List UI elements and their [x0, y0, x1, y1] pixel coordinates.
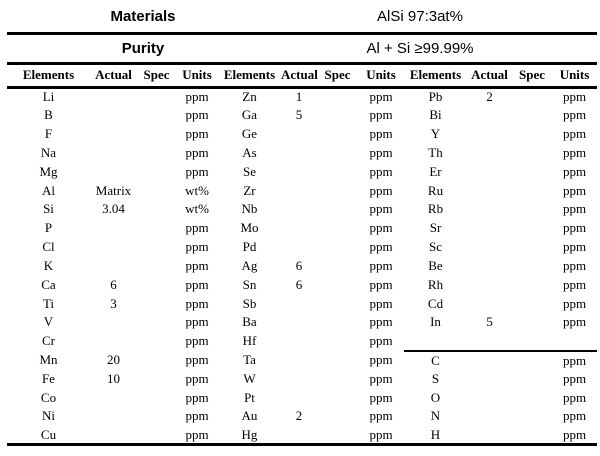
spec-cell: [137, 332, 176, 351]
spec-cell: [317, 106, 358, 125]
element-cell: Al: [42, 182, 55, 198]
spec-cell: [317, 219, 358, 238]
units-cell: ppm: [185, 370, 209, 386]
actual-cell: [90, 313, 137, 332]
element-cell: Rh: [427, 276, 444, 292]
units-cell: [552, 332, 597, 351]
actual-cell: 6: [110, 276, 117, 292]
spec-cell: [317, 162, 358, 181]
actual-cell: [467, 332, 512, 351]
actual-cell: 3.04: [102, 201, 125, 217]
units-cell: ppm: [562, 239, 587, 255]
actual-cell: [90, 162, 137, 181]
spec-cell: [137, 388, 176, 407]
table-row: [7, 106, 597, 125]
spec-cell: [317, 369, 358, 388]
table-row: [7, 162, 597, 181]
actual-cell: [467, 407, 512, 426]
actual-cell: [467, 256, 512, 275]
units-cell: ppm: [562, 182, 587, 198]
units-cell: ppm: [185, 426, 209, 442]
actual-cell: [467, 238, 512, 257]
actual-cell: [281, 219, 317, 238]
actual-cell: [281, 369, 317, 388]
units-cell: ppm: [185, 333, 209, 349]
element-cell: [404, 332, 467, 351]
actual-cell: [467, 181, 512, 200]
purity-value: Al + Si ≥99.99%: [366, 40, 474, 57]
units-cell: ppm: [562, 314, 587, 330]
element-cell: Mo: [240, 220, 259, 236]
purity-row: [7, 35, 597, 65]
actual-cell: [281, 332, 317, 351]
table-row: [7, 369, 597, 388]
table-row: [7, 256, 597, 275]
elements-header: Elements: [7, 65, 90, 87]
element-cell: F: [44, 126, 53, 142]
element-cell: Cd: [427, 295, 444, 311]
actual-header: Actual: [467, 65, 512, 87]
spec-cell: [512, 332, 552, 351]
actual-cell: 6: [295, 257, 303, 273]
spec-cell: [512, 162, 552, 181]
spec-cell: [137, 219, 176, 238]
units-cell: ppm: [562, 220, 587, 236]
actual-cell: [467, 294, 512, 313]
spec-cell: [137, 87, 176, 106]
spec-cell: [317, 87, 358, 106]
actual-cell: 3: [110, 295, 117, 311]
spec-cell: [137, 313, 176, 332]
table-row: [7, 426, 597, 445]
actual-cell: [90, 332, 137, 351]
table-row: [7, 407, 597, 426]
materials-label: Materials: [110, 7, 176, 25]
spec-cell: [317, 426, 358, 445]
spec-cell: [317, 313, 358, 332]
units-cell: ppm: [185, 314, 209, 330]
element-cell: V: [43, 314, 54, 330]
actual-cell: [467, 200, 512, 219]
units-cell: ppm: [369, 370, 393, 386]
units-cell: ppm: [552, 351, 597, 370]
element-cell: Sc: [429, 239, 442, 255]
spec-cell: [512, 369, 552, 388]
actual-cell: [467, 275, 512, 294]
spec-cell: [317, 238, 358, 257]
spec-cell: [317, 388, 358, 407]
spec-cell: [512, 351, 552, 370]
element-cell: Ti: [42, 295, 55, 311]
actual-cell: [90, 106, 137, 125]
actual-cell: [281, 162, 317, 181]
element-cell: Y: [430, 126, 441, 142]
actual-cell: [281, 238, 317, 257]
units-cell: ppm: [562, 370, 587, 386]
units-cell: ppm: [369, 426, 393, 442]
units-cell: ppm: [562, 257, 587, 273]
spec-cell: [137, 200, 176, 219]
spec-cell: [317, 275, 358, 294]
units-cell: ppm: [369, 163, 393, 179]
element-cell: Au: [241, 408, 258, 424]
units-cell: ppm: [369, 107, 393, 123]
actual-cell: [281, 313, 317, 332]
spec-cell: [317, 256, 358, 275]
actual-cell: [281, 294, 317, 313]
element-cell: Mn: [39, 352, 58, 367]
spec-header: Spec: [137, 65, 176, 87]
table-row: [7, 181, 597, 200]
element-cell: Ag: [241, 257, 258, 273]
element-cell: Hg: [241, 426, 258, 442]
actual-cell: [467, 162, 512, 181]
spec-cell: [317, 294, 358, 313]
spec-cell: [137, 143, 176, 162]
spec-cell: [317, 181, 358, 200]
units-cell: ppm: [369, 182, 393, 198]
units-cell: ppm: [562, 163, 587, 179]
actual-cell: [90, 388, 137, 407]
actual-cell: [281, 388, 317, 407]
spec-cell: [137, 275, 176, 294]
actual-cell: [281, 351, 317, 370]
element-cell: H: [430, 426, 441, 442]
element-cell: N: [430, 408, 441, 424]
units-cell: ppm: [185, 257, 209, 273]
spec-cell: [512, 87, 552, 106]
actual-header: Actual: [90, 65, 137, 87]
units-cell: ppm: [562, 144, 587, 160]
spec-cell: [137, 162, 176, 181]
spec-cell: [512, 407, 552, 426]
actual-cell: [281, 143, 317, 162]
element-cell: Pd: [242, 239, 257, 255]
units-cell: ppm: [562, 89, 587, 105]
elements-table: [7, 65, 597, 446]
actual-cell: [90, 407, 137, 426]
element-cell: Co: [40, 389, 57, 405]
table-row: [7, 351, 597, 370]
units-cell: ppm: [562, 276, 587, 292]
element-cell: Er: [429, 163, 442, 179]
spec-cell: [137, 294, 176, 313]
element-cell: Be: [428, 257, 443, 273]
units-cell: ppm: [369, 276, 393, 292]
element-cell: Sb: [242, 295, 257, 311]
element-cell: As: [242, 144, 257, 160]
spec-cell: [512, 256, 552, 275]
element-cell: Ge: [241, 126, 258, 142]
table-row: [7, 219, 597, 238]
spec-cell: [137, 181, 176, 200]
element-cell: Pt: [244, 389, 255, 405]
units-cell: ppm: [369, 295, 393, 311]
element-cell: Ru: [427, 182, 444, 198]
spec-cell: [512, 426, 552, 445]
units-cell: ppm: [185, 276, 209, 292]
element-cell: Zr: [243, 182, 256, 198]
actual-cell: [90, 256, 137, 275]
units-cell: ppm: [369, 257, 393, 273]
actual-cell: [90, 87, 137, 106]
actual-cell: [467, 106, 512, 125]
units-cell: ppm: [369, 126, 393, 142]
spec-header: Spec: [512, 65, 552, 87]
units-cell: ppm: [185, 144, 209, 160]
spec-cell: [137, 426, 176, 445]
spec-cell: [317, 332, 358, 351]
element-cell: Th: [428, 144, 443, 160]
element-cell: Ca: [41, 276, 56, 292]
units-header: Units: [176, 65, 218, 87]
units-cell: ppm: [185, 107, 209, 123]
spec-cell: [137, 256, 176, 275]
units-cell: ppm: [185, 408, 209, 424]
element-cell: Cl: [42, 239, 55, 255]
table-row: [7, 200, 597, 219]
spec-cell: [512, 388, 552, 407]
spec-cell: [512, 275, 552, 294]
units-cell: ppm: [369, 144, 393, 160]
actual-cell: 5: [486, 314, 493, 330]
actual-cell: [467, 369, 512, 388]
element-cell: S: [431, 370, 440, 386]
units-cell: ppm: [562, 126, 587, 142]
units-cell: ppm: [562, 295, 587, 311]
spec-cell: [512, 125, 552, 144]
units-cell: ppm: [562, 107, 587, 123]
element-cell: Na: [40, 144, 57, 160]
element-cell: Sn: [242, 276, 257, 292]
materials-purity-sheet: [7, 0, 597, 446]
actual-cell: [281, 200, 317, 219]
units-cell: wt%: [185, 182, 209, 198]
element-cell: Ga: [241, 107, 258, 123]
units-cell: ppm: [185, 389, 209, 405]
element-cell: O: [430, 389, 441, 405]
table-row: [7, 87, 597, 106]
actual-cell: 10: [107, 370, 120, 386]
element-cell: Rb: [427, 201, 444, 217]
units-cell: ppm: [369, 314, 393, 330]
actual-header: Actual: [281, 65, 317, 87]
spec-cell: [512, 219, 552, 238]
element-cell: Sr: [429, 220, 442, 236]
spec-cell: [137, 238, 176, 257]
element-cell: Li: [42, 89, 55, 105]
units-cell: ppm: [185, 163, 209, 179]
element-cell: Fe: [42, 370, 55, 386]
element-cell: B: [44, 107, 53, 123]
units-cell: ppm: [369, 408, 393, 424]
table-row: [7, 125, 597, 144]
units-cell: ppm: [562, 426, 587, 442]
spec-cell: [317, 407, 358, 426]
spec-cell: [317, 200, 358, 219]
spec-cell: [317, 143, 358, 162]
units-cell: ppm: [562, 408, 587, 424]
units-cell: ppm: [369, 333, 393, 349]
element-cell: Cr: [42, 333, 55, 349]
units-cell: ppm: [185, 220, 209, 236]
actual-cell: 20: [107, 352, 120, 367]
element-cell: C: [404, 351, 467, 370]
actual-cell: 2: [295, 408, 303, 424]
spec-cell: [512, 181, 552, 200]
actual-cell: [467, 388, 512, 407]
element-cell: Ta: [243, 352, 256, 367]
spec-cell: [512, 200, 552, 219]
units-cell: ppm: [185, 89, 209, 105]
element-cell: Ba: [242, 314, 257, 330]
table-row: [7, 313, 597, 332]
element-cell: In: [430, 314, 441, 330]
element-cell: Bi: [429, 107, 442, 123]
table-row: [7, 332, 597, 351]
element-cell: Zn: [242, 89, 257, 105]
units-cell: ppm: [369, 220, 393, 236]
element-cell: Pb: [428, 89, 443, 105]
actual-cell: [467, 125, 512, 144]
actual-cell: [90, 143, 137, 162]
spec-cell: [512, 294, 552, 313]
units-cell: ppm: [369, 89, 393, 105]
spec-cell: [137, 407, 176, 426]
spec-cell: [512, 106, 552, 125]
elements-header: Elements: [218, 65, 281, 87]
actual-cell: [467, 426, 512, 445]
table-row: [7, 294, 597, 313]
spec-cell: [137, 125, 176, 144]
actual-cell: 2: [486, 89, 493, 105]
column-header-row: [7, 65, 597, 87]
units-cell: ppm: [185, 239, 209, 255]
spec-cell: [137, 369, 176, 388]
units-cell: ppm: [185, 295, 209, 311]
spec-cell: [137, 351, 176, 370]
spec-cell: [512, 143, 552, 162]
units-cell: ppm: [562, 389, 587, 405]
element-cell: Hf: [242, 333, 257, 349]
actual-cell: [281, 125, 317, 144]
table-row: [7, 388, 597, 407]
spec-cell: [137, 106, 176, 125]
actual-cell: 1: [295, 89, 303, 105]
actual-cell: [467, 143, 512, 162]
elements-header: Elements: [404, 65, 467, 87]
actual-cell: [90, 426, 137, 445]
actual-cell: 6: [295, 276, 303, 292]
element-cell: Si: [43, 201, 54, 217]
element-cell: P: [44, 220, 53, 236]
actual-cell: 5: [295, 107, 303, 123]
materials-value: AlSi 97:3at%: [377, 7, 463, 25]
element-cell: Cu: [40, 426, 57, 442]
actual-cell: [90, 238, 137, 257]
units-cell: wt%: [185, 201, 209, 217]
element-cell: Ni: [42, 408, 55, 424]
units-cell: ppm: [562, 201, 587, 217]
units-cell: ppm: [369, 239, 393, 255]
element-cell: Nb: [241, 201, 258, 217]
units-cell: ppm: [369, 201, 393, 217]
spec-cell: [317, 351, 358, 370]
purity-label: Purity: [121, 40, 165, 57]
element-cell: W: [243, 370, 256, 386]
units-header: Units: [358, 65, 404, 87]
spec-cell: [317, 125, 358, 144]
actual-cell: Matrix: [95, 182, 132, 198]
elements-table-body: [7, 87, 597, 445]
element-cell: Mg: [39, 163, 58, 179]
actual-cell: [90, 125, 137, 144]
actual-cell: [281, 426, 317, 445]
units-cell: ppm: [185, 352, 209, 367]
actual-cell: [281, 181, 317, 200]
units-cell: ppm: [185, 126, 209, 142]
element-cell: K: [43, 257, 54, 273]
spec-header: Spec: [317, 65, 358, 87]
table-row: [7, 275, 597, 294]
units-cell: ppm: [369, 389, 393, 405]
materials-row: [7, 0, 597, 35]
units-cell: ppm: [369, 352, 393, 367]
table-row: [7, 238, 597, 257]
table-row: [7, 143, 597, 162]
spec-cell: [512, 313, 552, 332]
actual-cell: [90, 219, 137, 238]
element-cell: Se: [243, 163, 256, 179]
actual-cell: [467, 219, 512, 238]
units-header: Units: [552, 65, 597, 87]
actual-cell: [467, 351, 512, 370]
spec-cell: [512, 238, 552, 257]
